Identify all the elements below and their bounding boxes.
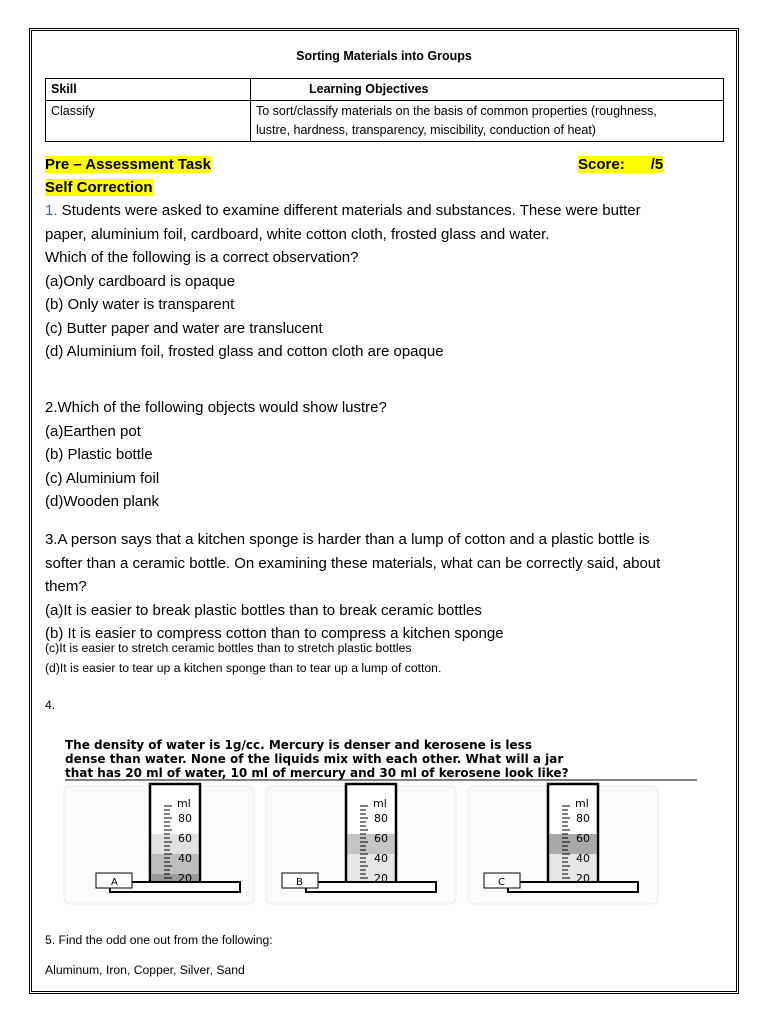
unit-label: ml — [575, 797, 589, 810]
q3-option-a: (a)It is easier to break plastic bottles than to break ceramic bottles — [45, 601, 482, 619]
q3-option-b: (b) It is easier to compress cotton than to compress a kitchen sponge — [45, 625, 504, 642]
q1-option-a: (a)Only cardboard is opaque — [45, 272, 236, 290]
unit-label: ml — [177, 797, 191, 810]
tick-60: 60 — [374, 832, 388, 845]
tick-80: 80 — [576, 812, 590, 825]
question-3 — [45, 528, 660, 646]
header-learning-objectives: Learning Objectives — [251, 79, 724, 101]
q3-line-1: 3.A person says that a kitchen sponge is harder than a lump of cotton and a plastic bottle is — [45, 531, 650, 548]
q5-question: 5. Find the odd one out from the following: — [45, 933, 273, 947]
objective-line-1: To sort/classify materials on the basis of common properties (roughness, — [256, 104, 657, 118]
tick-80: 80 — [374, 812, 388, 825]
q2-question: 2.Which of the following objects would show lustre? — [45, 399, 387, 416]
q4-figure-line-3: that has 20 ml of water, 10 ml of mercury and 30 ml of kerosene look like? — [65, 766, 569, 780]
cylinder-base — [508, 882, 638, 892]
q4-figure-line-1: The density of water is 1g/cc. Mercury is denser and kerosene is less — [65, 738, 532, 752]
q1-line-1: 1. Students were asked to examine different materials and substances. These were butter — [45, 202, 641, 219]
q3-line-3: them? — [45, 578, 87, 595]
q4-figure — [60, 734, 700, 914]
question-2 — [45, 396, 387, 514]
tick-20: 20 — [576, 872, 590, 885]
tick-20: 20 — [178, 872, 192, 885]
q1-line-3: Which of the following is a correct observation? — [45, 249, 359, 266]
q2-option-a: (a)Earthen pot — [45, 422, 141, 440]
score-label: Score: /5 — [578, 156, 664, 173]
tick-40: 40 — [178, 852, 192, 865]
question-1 — [45, 199, 641, 364]
skills-table — [45, 78, 724, 142]
cylinder-option-a — [64, 784, 254, 904]
tick-20: 20 — [374, 872, 388, 885]
tick-60: 60 — [576, 832, 590, 845]
tick-80: 80 — [178, 812, 192, 825]
cell-skill: Classify — [46, 101, 251, 142]
question-3-small-options — [45, 638, 441, 678]
cylinder-option-b — [266, 784, 456, 904]
q5-items: Aluminum, Iron, Copper, Silver, Sand — [45, 963, 245, 977]
q4-number: 4. — [45, 698, 56, 712]
q3-line-2: softer than a ceramic bottle. On examining these materials, what can be correctly said, about — [45, 554, 661, 572]
q1-number: 1. — [45, 202, 58, 219]
q1-option-b: (b) Only water is transparent — [45, 296, 235, 313]
q2-option-c: (c) Aluminium foil — [45, 469, 160, 487]
q1-option-c: (c) Butter paper and water are translucent — [45, 319, 323, 337]
q1-line-2: paper, aluminium foil, cardboard, white cotton cloth, frosted glass and water. — [45, 225, 550, 243]
option-label-b: B — [296, 877, 303, 888]
option-label-c: C — [498, 877, 505, 888]
task-heading: Pre – Assessment Task — [45, 156, 211, 173]
objective-line-2: lustre, hardness, transparency, miscibility, conduction of heat) — [256, 123, 596, 137]
q4-figure-line-2: dense than water. None of the liquids mix with each other. What will a jar — [65, 752, 564, 766]
q3-option-c: (c)It is easier to stretch ceramic bottles than to stretch plastic bottles — [45, 641, 412, 655]
header-skill: Skill — [46, 79, 251, 101]
cell-objective — [251, 101, 724, 142]
tick-40: 40 — [374, 852, 388, 865]
table-header-row — [46, 79, 724, 101]
tick-60: 60 — [178, 832, 192, 845]
option-label-a: A — [111, 877, 118, 888]
q3-option-d: (d)It is easier to tear up a kitchen sponge than to tear up a lump of cotton. — [45, 661, 442, 675]
q2-option-d: (d)Wooden plank — [45, 493, 159, 510]
unit-label: ml — [373, 797, 387, 810]
cylinder-option-c — [468, 784, 658, 904]
score-total: /5 — [650, 156, 664, 173]
q2-option-b: (b) Plastic bottle — [45, 446, 153, 463]
self-correction-label: Self Correction — [45, 179, 153, 196]
table-row — [46, 101, 724, 142]
tick-40: 40 — [576, 852, 590, 865]
worksheet-title: Sorting Materials into Groups — [296, 49, 472, 63]
score-box — [578, 153, 663, 177]
cylinder-base — [306, 882, 436, 892]
q1-option-d: (d) Aluminium foil, frosted glass and cotton cloth are opaque — [45, 343, 444, 360]
